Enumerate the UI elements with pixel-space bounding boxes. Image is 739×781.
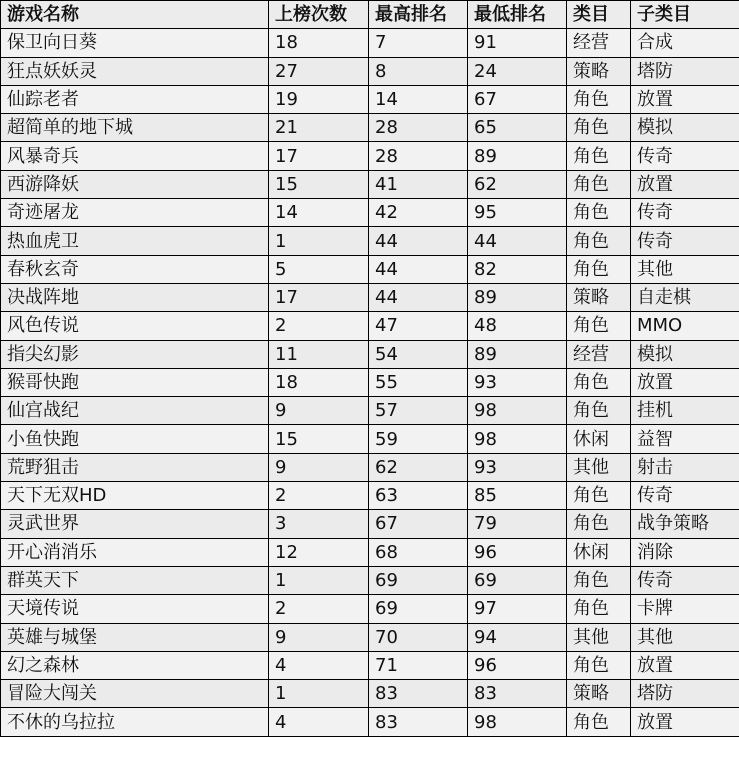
cell-game-name: 狂点妖妖灵 [1, 57, 269, 85]
cell-subcategory: 塔防 [631, 57, 739, 85]
cell-category: 角色 [567, 255, 631, 283]
table-row [1, 199, 739, 227]
cell-lowest-rank: 24 [468, 57, 567, 85]
cell-subcategory: 传奇 [631, 482, 739, 510]
cell-game-name: 奇迹屠龙 [1, 199, 269, 227]
cell-chart-count: 19 [269, 85, 369, 113]
cell-chart-count: 11 [269, 340, 369, 368]
cell-game-name: 幻之森林 [1, 651, 269, 679]
cell-category: 休闲 [567, 425, 631, 453]
cell-chart-count: 17 [269, 283, 369, 311]
cell-highest-rank: 54 [369, 340, 468, 368]
table-row [1, 623, 739, 651]
cell-highest-rank: 63 [369, 482, 468, 510]
header-game-name: 游戏名称 [1, 1, 269, 29]
cell-lowest-rank: 93 [468, 368, 567, 396]
cell-game-name: 决战阵地 [1, 283, 269, 311]
table-row [1, 340, 739, 368]
cell-game-name: 西游降妖 [1, 170, 269, 198]
cell-chart-count: 1 [269, 680, 369, 708]
table-row [1, 425, 739, 453]
cell-highest-rank: 28 [369, 142, 468, 170]
cell-subcategory: 放置 [631, 368, 739, 396]
cell-category: 角色 [567, 312, 631, 340]
cell-chart-count: 15 [269, 170, 369, 198]
table-body [1, 29, 739, 736]
cell-subcategory: 自走棋 [631, 283, 739, 311]
table-row [1, 651, 739, 679]
cell-chart-count: 2 [269, 595, 369, 623]
cell-category: 角色 [567, 595, 631, 623]
cell-highest-rank: 70 [369, 623, 468, 651]
table-row [1, 170, 739, 198]
cell-game-name: 天境传说 [1, 595, 269, 623]
cell-category: 角色 [567, 651, 631, 679]
cell-lowest-rank: 91 [468, 29, 567, 57]
cell-category: 角色 [567, 142, 631, 170]
cell-highest-rank: 69 [369, 595, 468, 623]
table-row [1, 595, 739, 623]
cell-chart-count: 18 [269, 368, 369, 396]
cell-highest-rank: 8 [369, 57, 468, 85]
cell-game-name: 荒野狙击 [1, 453, 269, 481]
cell-chart-count: 18 [269, 29, 369, 57]
table-row [1, 142, 739, 170]
cell-subcategory: 合成 [631, 29, 739, 57]
cell-highest-rank: 42 [369, 199, 468, 227]
cell-game-name: 冒险大闯关 [1, 680, 269, 708]
cell-subcategory: 模拟 [631, 114, 739, 142]
cell-highest-rank: 59 [369, 425, 468, 453]
cell-game-name: 超简单的地下城 [1, 114, 269, 142]
cell-highest-rank: 62 [369, 453, 468, 481]
cell-game-name: 群英天下 [1, 566, 269, 594]
cell-chart-count: 1 [269, 566, 369, 594]
table-row [1, 482, 739, 510]
cell-lowest-rank: 83 [468, 680, 567, 708]
cell-lowest-rank: 97 [468, 595, 567, 623]
table-row [1, 708, 739, 736]
cell-subcategory: 模拟 [631, 340, 739, 368]
cell-lowest-rank: 62 [468, 170, 567, 198]
cell-chart-count: 15 [269, 425, 369, 453]
cell-chart-count: 4 [269, 651, 369, 679]
cell-category: 策略 [567, 283, 631, 311]
cell-chart-count: 17 [269, 142, 369, 170]
table-row [1, 566, 739, 594]
table-header [1, 1, 739, 29]
cell-highest-rank: 47 [369, 312, 468, 340]
header-row [1, 1, 739, 29]
cell-category: 经营 [567, 340, 631, 368]
cell-category: 其他 [567, 623, 631, 651]
cell-chart-count: 2 [269, 482, 369, 510]
cell-highest-rank: 55 [369, 368, 468, 396]
header-chart-count: 上榜次数 [269, 1, 369, 29]
cell-highest-rank: 71 [369, 651, 468, 679]
table-row [1, 368, 739, 396]
table-row [1, 227, 739, 255]
cell-chart-count: 27 [269, 57, 369, 85]
cell-category: 经营 [567, 29, 631, 57]
cell-category: 角色 [567, 482, 631, 510]
cell-subcategory: 其他 [631, 255, 739, 283]
table-row [1, 510, 739, 538]
cell-lowest-rank: 93 [468, 453, 567, 481]
cell-subcategory: 传奇 [631, 227, 739, 255]
cell-subcategory: 放置 [631, 85, 739, 113]
cell-lowest-rank: 89 [468, 142, 567, 170]
cell-game-name: 英雄与城堡 [1, 623, 269, 651]
cell-game-name: 小鱼快跑 [1, 425, 269, 453]
cell-lowest-rank: 98 [468, 397, 567, 425]
cell-chart-count: 9 [269, 397, 369, 425]
cell-category: 角色 [567, 85, 631, 113]
header-category: 类目 [567, 1, 631, 29]
cell-lowest-rank: 67 [468, 85, 567, 113]
cell-subcategory: 消除 [631, 538, 739, 566]
cell-subcategory: 放置 [631, 651, 739, 679]
cell-category: 角色 [567, 114, 631, 142]
cell-chart-count: 12 [269, 538, 369, 566]
table-row [1, 85, 739, 113]
cell-lowest-rank: 69 [468, 566, 567, 594]
cell-lowest-rank: 79 [468, 510, 567, 538]
cell-game-name: 春秋玄奇 [1, 255, 269, 283]
cell-subcategory: 卡牌 [631, 595, 739, 623]
cell-game-name: 风暴奇兵 [1, 142, 269, 170]
cell-lowest-rank: 95 [468, 199, 567, 227]
table-row [1, 255, 739, 283]
cell-chart-count: 1 [269, 227, 369, 255]
cell-lowest-rank: 98 [468, 425, 567, 453]
cell-highest-rank: 83 [369, 708, 468, 736]
cell-category: 其他 [567, 453, 631, 481]
cell-game-name: 保卫向日葵 [1, 29, 269, 57]
cell-lowest-rank: 89 [468, 283, 567, 311]
cell-subcategory: 益智 [631, 425, 739, 453]
cell-game-name: 开心消消乐 [1, 538, 269, 566]
cell-highest-rank: 57 [369, 397, 468, 425]
cell-subcategory: 传奇 [631, 566, 739, 594]
cell-chart-count: 4 [269, 708, 369, 736]
cell-highest-rank: 68 [369, 538, 468, 566]
cell-highest-rank: 44 [369, 227, 468, 255]
table-row [1, 29, 739, 57]
cell-chart-count: 5 [269, 255, 369, 283]
cell-chart-count: 9 [269, 453, 369, 481]
cell-category: 角色 [567, 510, 631, 538]
cell-chart-count: 21 [269, 114, 369, 142]
table-row [1, 114, 739, 142]
table-row [1, 453, 739, 481]
table-row [1, 283, 739, 311]
cell-highest-rank: 41 [369, 170, 468, 198]
cell-category: 角色 [567, 170, 631, 198]
cell-lowest-rank: 94 [468, 623, 567, 651]
table-row [1, 312, 739, 340]
cell-lowest-rank: 96 [468, 651, 567, 679]
cell-subcategory: 挂机 [631, 397, 739, 425]
cell-highest-rank: 69 [369, 566, 468, 594]
cell-category: 角色 [567, 708, 631, 736]
cell-category: 角色 [567, 566, 631, 594]
cell-lowest-rank: 65 [468, 114, 567, 142]
cell-lowest-rank: 48 [468, 312, 567, 340]
cell-category: 休闲 [567, 538, 631, 566]
cell-game-name: 灵武世界 [1, 510, 269, 538]
cell-lowest-rank: 82 [468, 255, 567, 283]
cell-highest-rank: 14 [369, 85, 468, 113]
cell-game-name: 猴哥快跑 [1, 368, 269, 396]
cell-category: 角色 [567, 227, 631, 255]
cell-lowest-rank: 89 [468, 340, 567, 368]
table-row [1, 538, 739, 566]
table-row [1, 680, 739, 708]
header-subcategory: 子类目 [631, 1, 739, 29]
cell-chart-count: 3 [269, 510, 369, 538]
cell-category: 角色 [567, 397, 631, 425]
cell-category: 角色 [567, 368, 631, 396]
cell-subcategory: 其他 [631, 623, 739, 651]
cell-game-name: 指尖幻影 [1, 340, 269, 368]
cell-highest-rank: 28 [369, 114, 468, 142]
cell-chart-count: 9 [269, 623, 369, 651]
cell-lowest-rank: 98 [468, 708, 567, 736]
cell-chart-count: 2 [269, 312, 369, 340]
cell-subcategory: 战争策略 [631, 510, 739, 538]
table-row [1, 397, 739, 425]
cell-highest-rank: 44 [369, 283, 468, 311]
cell-highest-rank: 44 [369, 255, 468, 283]
cell-highest-rank: 7 [369, 29, 468, 57]
cell-game-name: 仙踪老者 [1, 85, 269, 113]
cell-game-name: 仙宫战纪 [1, 397, 269, 425]
cell-game-name: 热血虎卫 [1, 227, 269, 255]
header-lowest-rank: 最低排名 [468, 1, 567, 29]
cell-lowest-rank: 85 [468, 482, 567, 510]
cell-subcategory: 传奇 [631, 142, 739, 170]
cell-chart-count: 14 [269, 199, 369, 227]
cell-subcategory: 放置 [631, 708, 739, 736]
cell-subcategory: 射击 [631, 453, 739, 481]
cell-subcategory: 传奇 [631, 199, 739, 227]
cell-lowest-rank: 44 [468, 227, 567, 255]
cell-highest-rank: 83 [369, 680, 468, 708]
cell-category: 策略 [567, 57, 631, 85]
cell-category: 策略 [567, 680, 631, 708]
cell-subcategory: 放置 [631, 170, 739, 198]
header-highest-rank: 最高排名 [369, 1, 468, 29]
cell-game-name: 天下无双HD [1, 482, 269, 510]
cell-category: 角色 [567, 199, 631, 227]
cell-game-name: 风色传说 [1, 312, 269, 340]
table-row [1, 57, 739, 85]
cell-highest-rank: 67 [369, 510, 468, 538]
cell-subcategory: MMO [631, 312, 739, 340]
cell-lowest-rank: 96 [468, 538, 567, 566]
cell-game-name: 不休的乌拉拉 [1, 708, 269, 736]
cell-subcategory: 塔防 [631, 680, 739, 708]
